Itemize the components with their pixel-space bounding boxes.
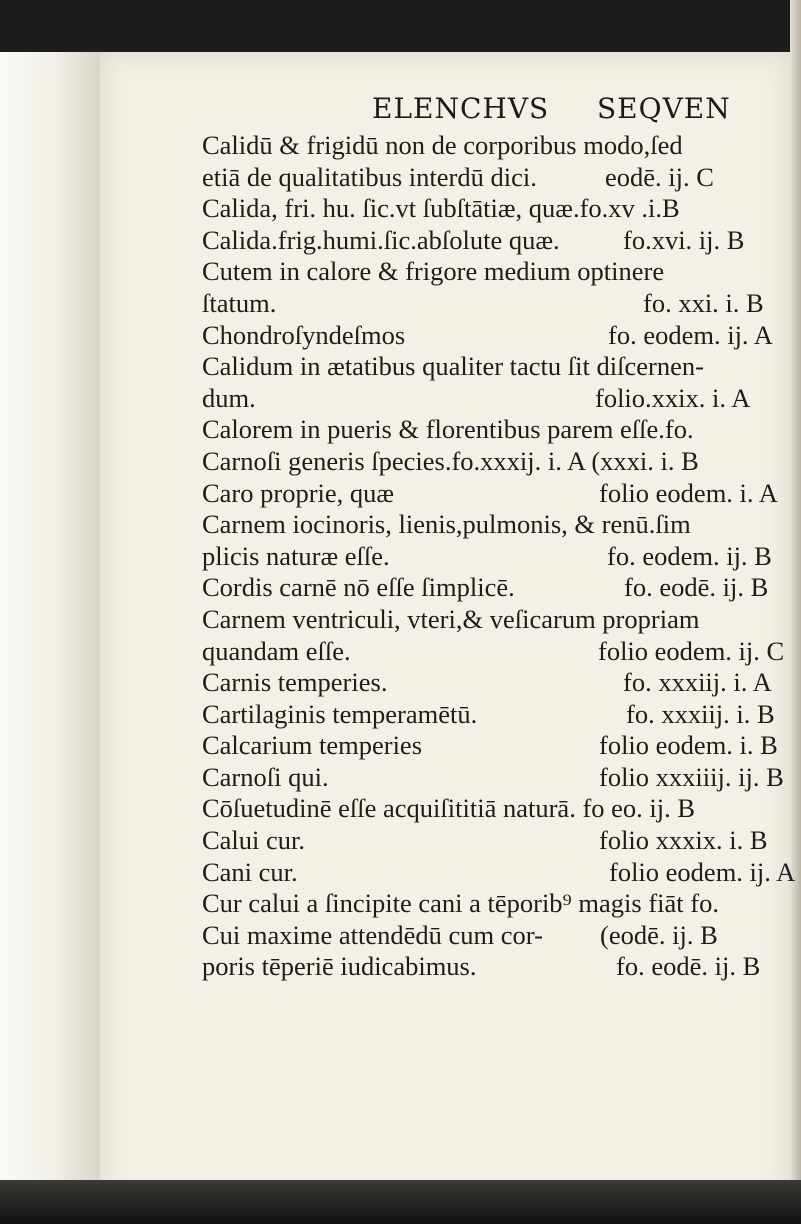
entry-text: Calida, fri. hu. ſic.vt ſubſtātiæ, quæ.fo.xv .i.B [202,193,680,224]
entry-text: Carnem iocinoris, lienis,pulmonis, & renū.ſim [202,509,691,540]
index-line [202,130,801,162]
entry-text: Calidum in ætatibus qualiter tactu ſit diſcernen- [202,351,704,382]
entry-text: Cui maxime attendēdū cum cor- [202,919,543,950]
header-left: ELENCHVS [372,92,550,125]
entry-text: Cartilaginis temperamētū. [202,698,478,729]
entry-text: Caro proprie, quæ [202,477,395,508]
entry-reference: fo. eodem. ij. B [607,540,772,571]
entry-reference: folio eodem. i. B [599,730,778,761]
index-line [202,951,801,983]
index-line [202,225,801,257]
entry-text: etiā de qualitatibus interdū dici. [202,161,537,192]
entry-reference: folio eodem. i. A [599,477,778,508]
index-line [202,446,801,478]
entry-text: Calida.frig.humi.ſic.abſolute quæ. [202,224,560,255]
entry-text: Carnoſi generis ſpecies.fo.xxxij. i. A (xxxi. i. B [202,445,699,476]
entry-reference: fo. eodem. ij. A [608,319,773,350]
entry-text: Carnem ventriculi, vteri,& veſicarum propriam [202,603,700,634]
entry-text: dum. [202,382,256,413]
entry-text: Cordis carnē nō eſſe ſimplicē. [202,572,515,603]
index-line [202,383,801,415]
index-line [202,636,801,668]
index-line [202,604,801,636]
entry-text: Cur calui a ſincipite cani a tēporib⁹ magis fiāt fo. [202,888,719,919]
entry-reference: folio xxxix. i. B [599,825,768,856]
entry-reference: folio.xxix. i. A [595,382,751,413]
index-line [202,920,801,952]
entry-reference: folio eodem. ij. C [598,635,785,666]
entry-text: Cani cur. [202,856,298,887]
entry-text: ſtatum. [202,287,277,318]
entry-reference: folio xxxiiij. ij. B [599,761,784,792]
bottom-shadow [0,1180,801,1224]
entry-text: Calorem in pueris & florentibus parem eſſe.fo. [202,414,694,445]
header-right: SEQVEN [597,92,731,125]
entry-text: Carnoſi qui. [202,761,329,792]
index-line [202,541,801,573]
entry-text: poris tēperiē iudicabimus. [202,951,477,982]
entry-text: Carnis temperies. [202,667,388,698]
entry-reference: fo. xxi. i. B [643,287,764,318]
entry-reference: fo. xxxiij. i. B [626,698,775,729]
entry-text: Calui cur. [202,825,306,856]
index-line [202,857,801,889]
running-header [0,92,801,132]
index-entries [202,130,801,983]
entry-reference: eodē. ij. C [605,161,714,192]
index-line [202,825,801,857]
index-line [202,320,801,352]
index-line [202,699,801,731]
index-line [202,793,801,825]
entry-reference: folio eodem. ij. A [609,856,796,887]
index-line [202,256,801,288]
index-line [202,509,801,541]
index-line [202,478,801,510]
index-line [202,414,801,446]
index-line [202,888,801,920]
index-line [202,288,801,320]
entry-reference: fo.xvi. ij. B [623,224,745,255]
entry-text: Cōſuetudinē eſſe acquiſititiā naturā. fo eo. ij. B [202,793,696,824]
entry-text: plicis naturæ eſſe. [202,540,390,571]
index-line [202,730,801,762]
entry-reference: fo. eodē. ij. B [624,572,769,603]
index-line [202,162,801,194]
entry-reference: fo. eodē. ij. B [616,951,761,982]
index-line [202,351,801,383]
entry-text: Calcarium temperies [202,730,423,761]
index-line [202,667,801,699]
entry-reference: fo. xxxiij. i. A [623,667,772,698]
entry-text: Cutem in calore & frigore medium optinere [202,256,665,287]
entry-text: Chondroſyndeſmos [202,319,406,350]
book-gutter [0,52,100,1224]
index-line [202,193,801,225]
index-line [202,572,801,604]
index-line [202,762,801,794]
entry-reference: (eodē. ij. B [600,919,718,950]
entry-text: Calidū & frigidū non de corporibus modo,ſed [202,130,683,160]
entry-text: quandam eſſe. [202,635,351,666]
